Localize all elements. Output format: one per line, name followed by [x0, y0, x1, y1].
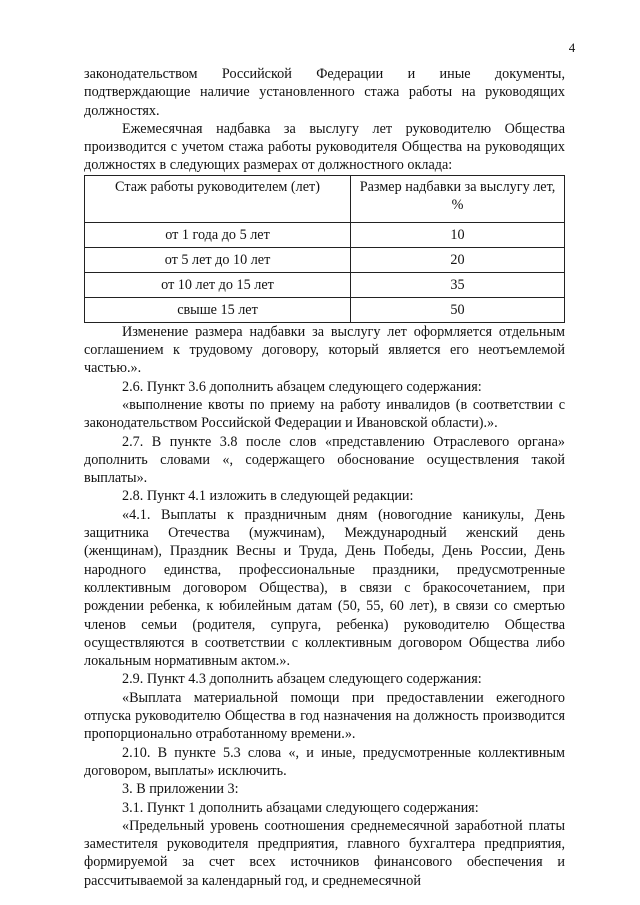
- table-cell-value: 35: [351, 272, 565, 297]
- table-cell-period: от 1 года до 5 лет: [85, 222, 351, 247]
- table-row: [85, 222, 565, 247]
- paragraph-2-9-quote: «Выплата материальной помощи при предоставлении ежегодного отпуска руководителю Общества в год назначения на должность производится пропорционально отработанному времени.».: [84, 689, 565, 743]
- table-cell-period: свыше 15 лет: [85, 297, 351, 322]
- paragraph-monthly-bonus: Ежемесячная надбавка за выслугу лет руководителю Общества производится с учетом стажа работы руководителя Общества на руководящих должностях в следующих размерах от должностного оклада:: [84, 120, 565, 174]
- paragraph-2-6: 2.6. Пункт 3.6 дополнить абзацем следующего содержания:: [122, 378, 482, 395]
- table-cell-value: 20: [351, 247, 565, 272]
- table-cell-value: 10: [351, 222, 565, 247]
- paragraph-2-8: 2.8. Пункт 4.1 изложить в следующей редакции:: [122, 488, 414, 505]
- table-cell-value: 50: [351, 297, 565, 322]
- paragraph-2-10: 2.10. В пункте 5.3 слова «, и иные, предусмотренные коллективным договором, выплаты» исключить.: [84, 744, 565, 779]
- page-number: 4: [568, 40, 576, 55]
- document-body: [84, 65, 565, 890]
- table-row: [85, 272, 565, 297]
- paragraph-intro: законодательством Российской Федерации и иные документы, подтверждающие наличие установленного стажа работы на руководящих должностях.: [84, 66, 565, 119]
- paragraph-3-1-quote: «Предельный уровень соотношения среднемесячной заработной платы заместителя руководителя предприятия, главного бухгалтера предприятия, формируемой за счет всех источников финансового обеспечения и рассчитываемой за календарный год, и среднемесячной: [84, 817, 565, 889]
- table-header-experience: Стаж работы руководителем (лет): [85, 175, 351, 222]
- paragraph-2-6-quote: «выполнение квоты по приему на работу инвалидов (в соответствии с законодательством Российской Федерации и Ивановской области).».: [84, 396, 565, 432]
- paragraph-3: 3. В приложении 3:: [122, 781, 239, 798]
- table-row: [85, 297, 565, 322]
- table-header-row: [85, 175, 565, 222]
- table-cell-period: от 10 лет до 15 лет: [85, 272, 351, 297]
- table-header-bonus: Размер надбавки за выслугу лет, %: [351, 175, 565, 222]
- paragraph-change: Изменение размера надбавки за выслугу лет оформляется отдельным соглашением к трудовому договору, который является его неотъемлемой частью.».: [84, 323, 565, 377]
- paragraph-2-8-quote: «4.1. Выплаты к праздничным дням (новогодние каникулы, День защитника Отечества (мужчинам), Международный женский день (женщинам), Праздник Весны и Труда, День Победы, День России, День народного единства, профессиональные праздники, предусмотренные коллективным договором Общества), в связи с бракосочетанием, при рождении ребенка, к юбилейным датам (50, 55, 60 лет), в связи со смертью членов семьи (родителя, супруга, ребенка) руководителю Общества осуществляются в соответствии с коллективным договором Общества либо локальным нормативным актом.».: [84, 506, 565, 670]
- paragraph-2-7: 2.7. В пункте 3.8 после слов «представлению Отраслевого органа» дополнить словами «, содержащего обоснование осуществления такой выплаты».: [84, 433, 565, 487]
- bonus-table: [84, 175, 565, 323]
- paragraph-2-9: 2.9. Пункт 4.3 дополнить абзацем следующего содержания:: [122, 671, 482, 688]
- table-cell-period: от 5 лет до 10 лет: [85, 247, 351, 272]
- paragraph-3-1: 3.1. Пункт 1 дополнить абзацами следующего содержания:: [122, 799, 479, 816]
- table-row: [85, 247, 565, 272]
